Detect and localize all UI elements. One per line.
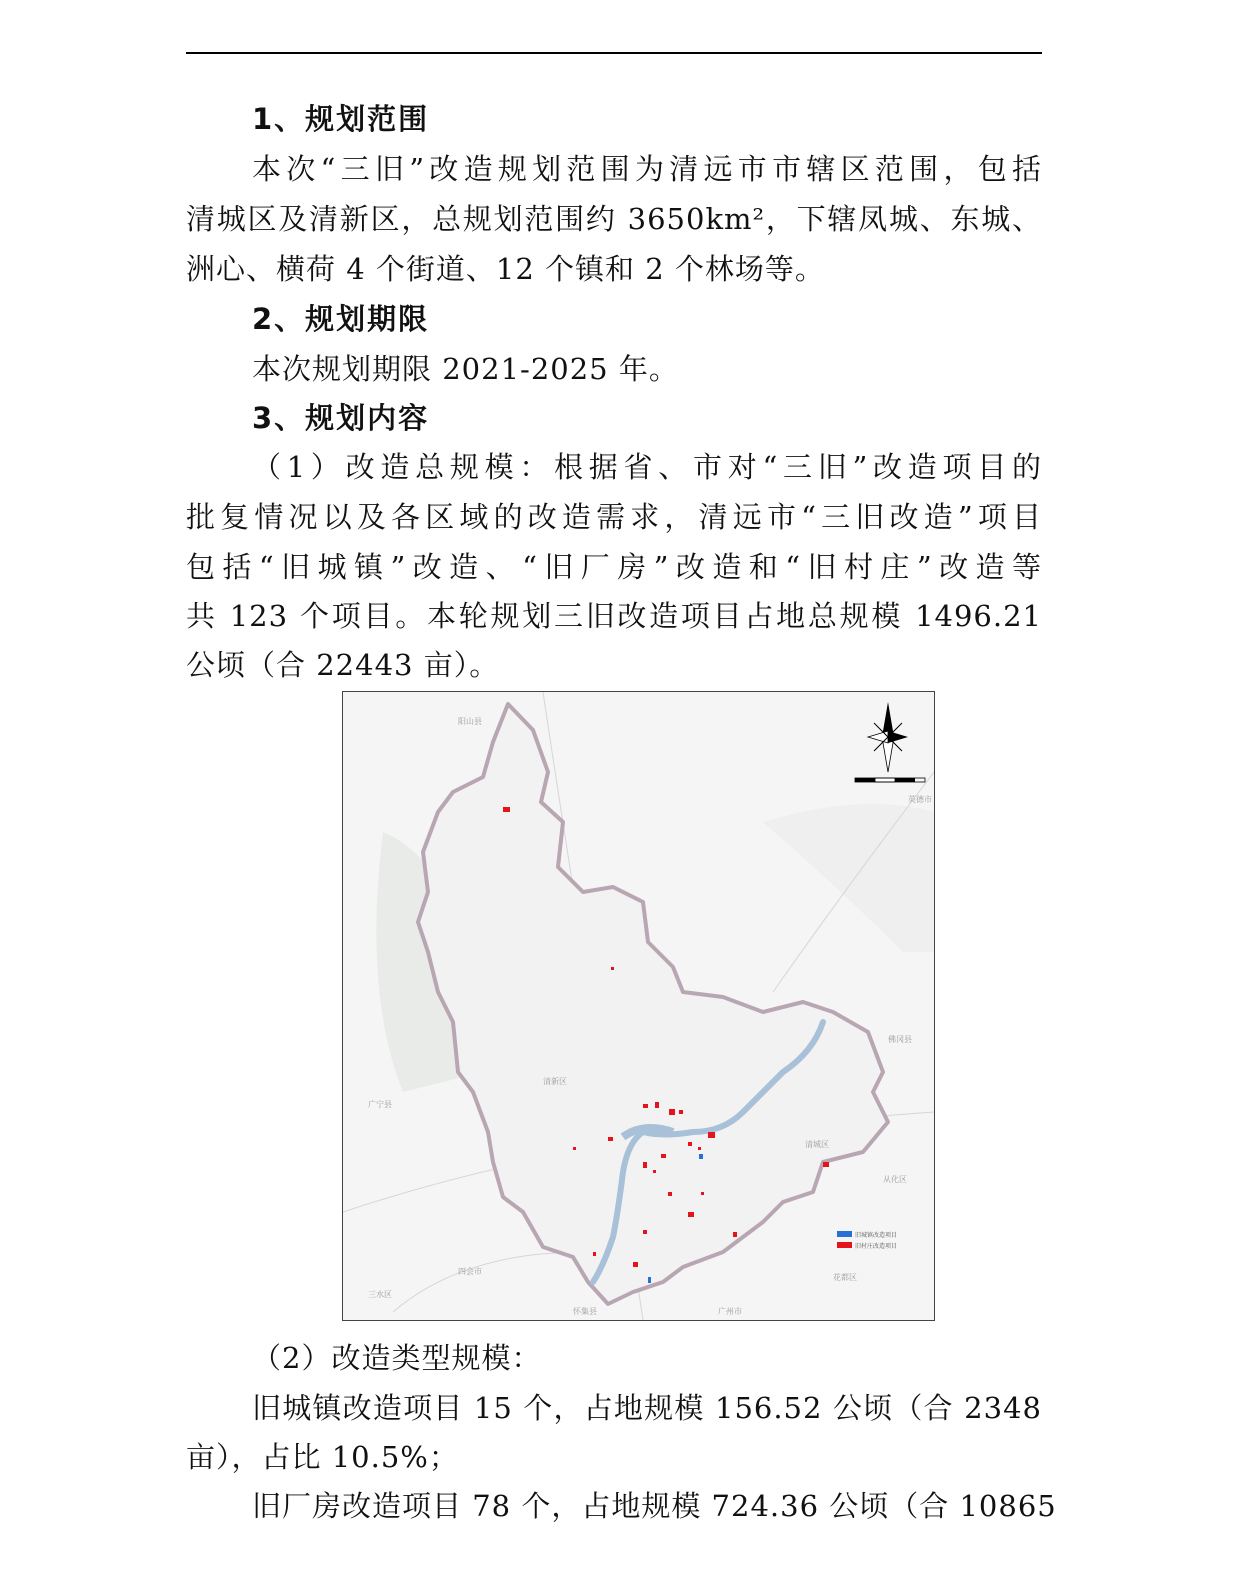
section-heading-content: 3、规划内容 <box>252 401 430 435</box>
scale-bar <box>855 778 925 782</box>
section-heading-scope: 1、规划范围 <box>252 102 430 136</box>
map-svg <box>343 692 934 1320</box>
header-rule <box>186 52 1042 54</box>
paragraph-line: （2）改造类型规模： <box>252 1341 542 1375</box>
map-label: 从化区 <box>883 1175 907 1184</box>
paragraph-line: 本次“三旧”改造规划范围为清远市市辖区范围，包括 <box>252 152 1042 186</box>
paragraph-line: 旧厂房改造项目 78 个，占地规模 724.36 公顷（合 10865 <box>252 1489 1057 1523</box>
map-label: 英德市 <box>908 795 932 804</box>
legend-label-old-town: 旧城镇改造项目 <box>855 1232 898 1239</box>
map-label: 清新区 <box>543 1077 567 1086</box>
paragraph-line: 公顷（合 22443 亩）。 <box>186 648 500 682</box>
paragraph-line: 洲心、横荷 4 个街道、12 个镇和 2 个林场等。 <box>186 252 825 286</box>
map-label: 佛冈县 <box>888 1035 912 1044</box>
paragraph-line: 共 123 个项目。本轮规划三旧改造项目占地总规模 1496.21 <box>186 599 1042 633</box>
paragraph-line: 亩），占比 10.5%； <box>186 1440 459 1474</box>
map-label: 花都区 <box>833 1273 857 1282</box>
legend-label-old-village: 旧村庄改造项目 <box>855 1243 898 1250</box>
paragraph-line: 清城区及清新区，总规划范围约 3650km²，下辖凤城、东城、 <box>186 202 1042 236</box>
paragraph-line: 批复情况以及各区域的改造需求，清远市“三旧改造”项目 <box>186 500 1042 534</box>
map-label: 清城区 <box>805 1140 829 1149</box>
map-label: 广宁县 <box>368 1100 392 1109</box>
map-label: 广州市 <box>718 1307 742 1316</box>
paragraph-line: 包括“旧城镇”改造、“旧厂房”改造和“旧村庄”改造等 <box>186 550 1042 584</box>
map-label: 怀集县 <box>573 1307 597 1316</box>
planning-map <box>342 691 935 1321</box>
paragraph-line: 本次规划期限 2021-2025 年。 <box>252 352 679 386</box>
map-label: 四会市 <box>458 1267 482 1276</box>
map-label: 阳山县 <box>458 717 482 726</box>
paragraph-line: （1）改造总规模：根据省、市对“三旧”改造项目的 <box>252 450 1042 484</box>
map-label: 三水区 <box>368 1290 392 1299</box>
paragraph-line: 旧城镇改造项目 15 个，占地规模 156.52 公顷（合 2348 <box>252 1391 1042 1425</box>
section-heading-period: 2、规划期限 <box>252 302 430 336</box>
